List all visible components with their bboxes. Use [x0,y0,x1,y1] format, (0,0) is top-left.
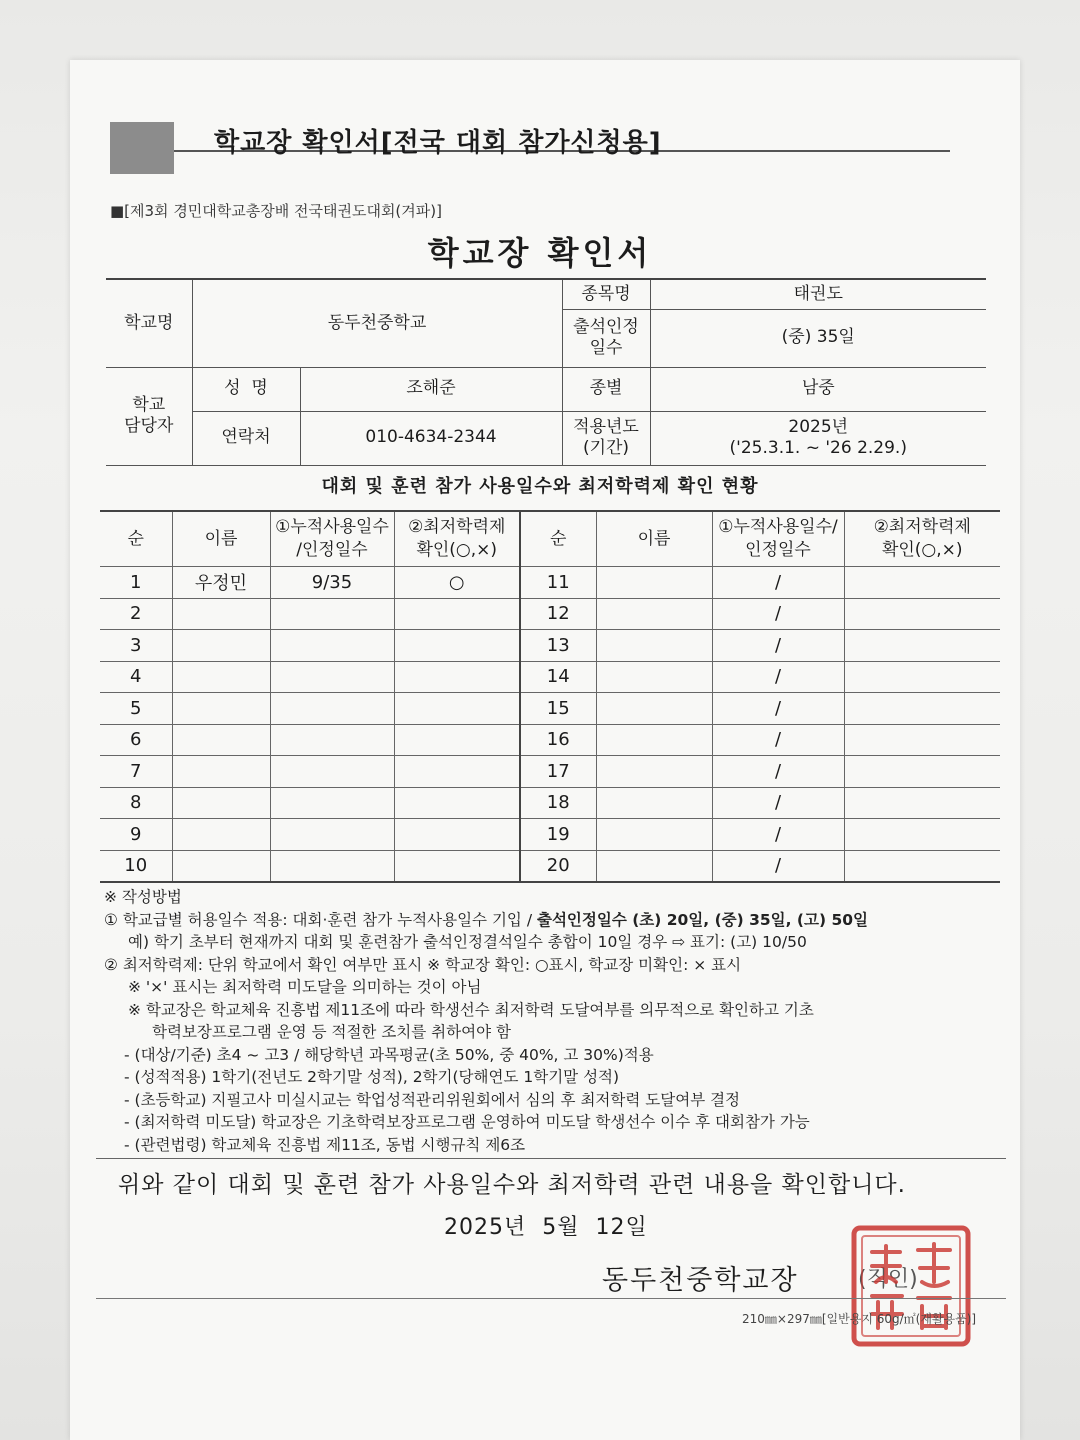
detail-4: - (최저학력 미도달) 학교장은 기초학력보장프로그램 운영하여 미도달 학생선수 이수 후 대회참가 가능 [124,1113,810,1131]
year-label: 적용년도 (기간) [562,411,650,465]
paper-spec: 210㎜×297㎜[일반용지 60g/㎡(재활용품)] [742,1312,977,1326]
row-name [172,756,270,788]
row-days [270,661,394,693]
year-value: 2025년 ('25.3.1. ~ '26 2.29.) [650,411,986,465]
row-no-right: 19 [520,819,596,851]
row-check-right [844,787,1000,819]
row-check [394,787,520,819]
row-check [394,724,520,756]
row-no: 5 [100,693,172,725]
header-name: 이름 [172,511,270,567]
row-check-right [844,630,1000,662]
row-name-right [596,661,712,693]
header-check: ②최저학력제 확인(○,×) [394,511,520,567]
table-row [100,850,1000,882]
row-no-right: 11 [520,567,596,599]
row-no: 3 [100,630,172,662]
row-days [270,693,394,725]
name-value: 조해준 [300,367,562,411]
row-name [172,787,270,819]
section-title: 대회 및 훈련 참가 사용일수와 최저학력제 확인 현황 [321,476,759,497]
divider-bottom [96,1298,1006,1299]
school-label: 학교명 [106,279,192,367]
row-name-right [596,787,712,819]
note-2-b: ※ 학교장은 학교체육 진흥법 제11조에 따라 학생선수 최저학력 도달여부를 의무적으로 확인하고 기초 [128,1000,814,1019]
header-banner [110,122,950,178]
row-days-right: / [712,756,844,788]
event-subtitle: ■[제3회 경민대학교총장배 전국태권도대회(겨파)] [110,202,442,220]
row-days-right: / [712,850,844,882]
row-name [172,850,270,882]
note-2-b-cont: 학력보장프로그램 운영 등 적절한 조치를 취하여야 함 [152,1023,511,1041]
row-days-right: / [712,787,844,819]
category-value: 남중 [650,367,986,411]
category-label: 종별 [562,367,650,411]
row-no: 8 [100,787,172,819]
table-row [100,598,1000,630]
row-no: 10 [100,850,172,882]
note-2-a: ※ '×' 표시는 최저학력 미도달을 의미하는 것이 아님 [128,978,482,996]
row-name [172,724,270,756]
table-row [100,724,1000,756]
header-check-right: ②최저학력제 확인(○,×) [844,511,1000,567]
row-no-right: 15 [520,693,596,725]
row-name-right [596,819,712,851]
row-check-right [844,567,1000,599]
row-days-right: / [712,630,844,662]
row-no: 9 [100,819,172,851]
row-name: 우정민 [172,567,270,599]
row-days-right: / [712,598,844,630]
row-days [270,630,394,662]
note-1 [104,909,1004,932]
header-no: 순 [100,511,172,567]
row-days [270,598,394,630]
row-no: 7 [100,756,172,788]
phone-value: 010-4634-2344 [300,411,562,465]
contact-group-label: 학교 담당자 [106,367,192,465]
banner-block [110,122,174,174]
note-1-example: 예) 학기 초부터 현재까지 대회 및 훈련참가 출석인정결석일수 총합이 10일 경우 ⇨ 표기: (고) 10/50 [128,933,807,951]
event-label: 종목명 [562,279,650,309]
table-row [100,661,1000,693]
row-check [394,598,520,630]
row-check-right [844,724,1000,756]
row-check-right [844,598,1000,630]
attendance-value: (중) 35일 [650,309,986,367]
detail-2: - (성적적용) 1학기(전년도 2학기말 성적), 2학기(당해연도 1학기말 성적) [124,1068,620,1086]
row-days [270,724,394,756]
detail-1: - (대상/기준) 초4 ~ 고3 / 해당학년 과목평균(초 50%, 중 40%, 고 30%)적용 [124,1045,654,1064]
row-check-right [844,819,1000,851]
row-check [394,661,520,693]
confirmation-text: 위와 같이 대회 및 훈련 참가 사용일수와 최저학력 관련 내용을 확인합니다. [118,1172,906,1198]
row-days-right: / [712,819,844,851]
row-name [172,598,270,630]
school-value: 동두천중학교 [192,279,562,367]
banner-title: 학교장 확인서[전국 대회 참가신청용] [214,128,662,158]
row-name [172,693,270,725]
row-no-right: 20 [520,850,596,882]
row-no-right: 13 [520,630,596,662]
table-row [100,756,1000,788]
notes-heading: ※ 작성방법 [104,888,182,906]
row-no-right: 14 [520,661,596,693]
table-row [100,567,1000,599]
row-check: ○ [394,567,520,599]
row-name [172,661,270,693]
document-title: 학교장 확인서 [427,234,653,272]
note-1-text: ① 학교급별 허용일수 적용: 대회·훈련 참가 누적사용일수 기입 / [104,910,537,929]
row-no-right: 12 [520,598,596,630]
note-1-bold: 출석인정일수 (초) 20일, (중) 35일, (고) 50일 [536,910,869,929]
row-check [394,693,520,725]
row-no: 4 [100,661,172,693]
row-days [270,756,394,788]
row-name [172,630,270,662]
attendance-label: 출석인정 일수 [562,309,650,367]
row-days [270,819,394,851]
row-days-right: / [712,724,844,756]
note-2: ② 최저학력제: 단위 학교에서 확인 여부만 표시 ※ 학교장 확인: ○표시, 학교장 미확인: × 표시 [104,955,742,974]
row-days-right: / [712,567,844,599]
roster-body [100,567,1000,883]
row-no: 2 [100,598,172,630]
header-name-right: 이름 [596,511,712,567]
row-days-right: / [712,661,844,693]
official-seal-stamp [848,1222,974,1350]
detail-5: - (관련법령) 학교체육 진흥법 제11조, 동법 시행규칙 제6조 [124,1135,526,1154]
row-days [270,850,394,882]
row-check-right [844,850,1000,882]
seal-label: (직인) [858,1267,918,1292]
row-no-right: 17 [520,756,596,788]
row-name-right [596,724,712,756]
table-row [100,787,1000,819]
row-name-right [596,598,712,630]
instructions [104,886,1004,1156]
row-name-right [596,567,712,599]
issue-date: 2025년 5월 12일 [444,1215,648,1240]
phone-label: 연락처 [192,411,300,465]
row-days [270,787,394,819]
row-name-right [596,693,712,725]
row-check-right [844,693,1000,725]
name-label: 성 명 [192,367,300,411]
roster-table [100,510,1000,883]
row-days: 9/35 [270,567,394,599]
row-no: 6 [100,724,172,756]
row-no: 1 [100,567,172,599]
table-row [100,693,1000,725]
header-days-right: ①누적사용일수/ 인정일수 [712,511,844,567]
principal-name: 동두천중학교장 [602,1265,799,1296]
row-name-right [596,630,712,662]
table-row [100,630,1000,662]
school-info-table [106,278,986,466]
row-name-right [596,850,712,882]
row-check [394,630,520,662]
row-days-right: / [712,693,844,725]
row-check [394,819,520,851]
row-name-right [596,756,712,788]
header-no-right: 순 [520,511,596,567]
row-no-right: 16 [520,724,596,756]
row-check [394,756,520,788]
row-name [172,819,270,851]
event-value: 태권도 [650,279,986,309]
row-no-right: 18 [520,787,596,819]
row-check [394,850,520,882]
header-days: ①누적사용일수 /인정일수 [270,511,394,567]
row-check-right [844,661,1000,693]
divider-top [96,1158,1006,1159]
table-row [100,819,1000,851]
detail-3: - (초등학교) 지필고사 미실시교는 학업성적관리위원회에서 심의 후 최저학력 도달여부 결정 [124,1090,741,1109]
row-check-right [844,756,1000,788]
